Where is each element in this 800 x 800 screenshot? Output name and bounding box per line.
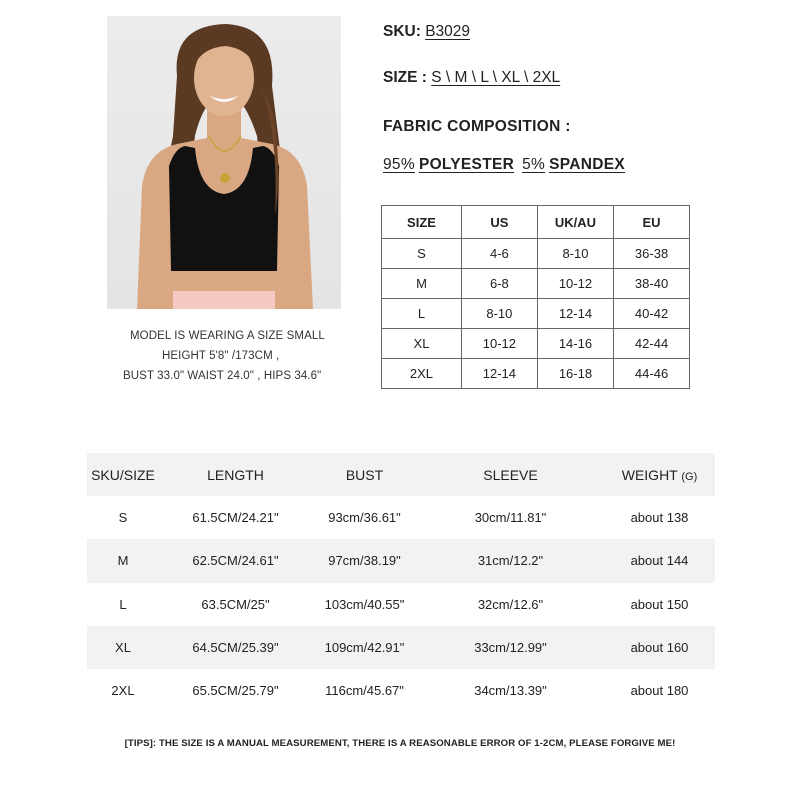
cell-length: 65.5CM/25.79" [192, 683, 279, 699]
tips-note: [TIPS]: THE SIZE IS A MANUAL MEASUREMENT, THERE IS A REASONABLE ERROR OF 1-2CM, PLEASE FORGIVE ME! [124, 738, 676, 749]
sku-label: SKU: [383, 23, 421, 40]
cell-sleeve: 30cm/11.81" [474, 510, 547, 526]
cell-eu: 38-40 [614, 269, 690, 299]
cell-size: M [382, 269, 462, 299]
fabric-percent-1: 95% [383, 156, 415, 173]
cell-bust: 116cm/45.67" [325, 683, 404, 699]
header-sku-size: SKU/SIZE [91, 466, 155, 483]
cell-us: 10-12 [461, 329, 537, 359]
cell-us: 6-8 [461, 269, 537, 299]
cell-ukau: 16-18 [537, 359, 613, 389]
header-sleeve: SLEEVE [483, 466, 538, 483]
cell-weight: about 144 [630, 553, 689, 569]
cell-us: 4-6 [461, 239, 537, 269]
cell-size: M [117, 553, 129, 569]
table-row [382, 359, 690, 389]
table-row [87, 496, 715, 539]
cell-sleeve: 34cm/13.39" [474, 683, 547, 699]
table-row [382, 269, 690, 299]
cell-length: 62.5CM/24.61" [192, 553, 279, 569]
fabric-material-1: POLYESTER [418, 156, 515, 173]
weight-unit: (G) [681, 470, 698, 483]
cell-sleeve: 33cm/12.99" [474, 640, 547, 656]
table-row [382, 329, 690, 359]
weight-label: WEIGHT [621, 466, 678, 483]
cell-size: L [382, 299, 462, 329]
cell-length: 61.5CM/24.21" [192, 510, 279, 526]
cell-size: L [119, 596, 127, 612]
model-caption [96, 326, 362, 386]
cell-weight: about 180 [630, 683, 689, 699]
model-height-line: HEIGHT 5'8" /173CM , [162, 350, 280, 362]
sku-value: B3029 [425, 23, 471, 40]
size-values: S \ M \ L \ XL \ 2XL [431, 69, 561, 86]
cell-weight: about 150 [630, 596, 689, 612]
cell-bust: 109cm/42.91" [324, 640, 405, 656]
header-weight [604, 467, 715, 483]
header-size: SIZE [382, 206, 462, 239]
measurement-table [87, 453, 715, 712]
model-measurements-line: BUST 33.0" WAIST 24.0" , HIPS 34.6" [123, 370, 322, 382]
table-row [382, 239, 690, 269]
cell-weight: about 160 [630, 640, 689, 656]
table-row [87, 539, 715, 582]
fabric-material-2: SPANDEX [549, 156, 625, 173]
size-table-header [382, 206, 690, 239]
cell-bust: 103cm/40.55" [324, 596, 405, 612]
cell-eu: 44-46 [614, 359, 690, 389]
cell-size: S [382, 239, 462, 269]
model-size-line: MODEL IS WEARING A SIZE SMALL [130, 330, 325, 342]
cell-us: 8-10 [461, 299, 537, 329]
cell-bust: 97cm/38.19" [328, 553, 401, 569]
cell-sleeve: 31cm/12.2" [477, 553, 544, 569]
cell-size: XL [115, 640, 131, 656]
size-conversion-table [381, 205, 690, 389]
table-row [382, 299, 690, 329]
header-length: LENGTH [207, 466, 264, 483]
cell-size: 2XL [382, 359, 462, 389]
cell-length: 63.5CM/25" [201, 596, 270, 612]
model-photo [107, 16, 341, 309]
fabric-label: FABRIC COMPOSITION : [383, 118, 571, 135]
sku-line [383, 23, 470, 41]
cell-ukau: 12-14 [537, 299, 613, 329]
cell-eu: 42-44 [614, 329, 690, 359]
fabric-percent-2: 5% [522, 156, 546, 173]
table-row [87, 583, 715, 626]
cell-size: 2XL [111, 683, 135, 699]
header-eu: EU [614, 206, 690, 239]
cell-eu: 40-42 [614, 299, 690, 329]
cell-eu: 36-38 [614, 239, 690, 269]
header-us: US [461, 206, 537, 239]
cell-size: XL [382, 329, 462, 359]
cell-ukau: 8-10 [537, 239, 613, 269]
model-illustration [107, 16, 341, 309]
size-label: SIZE : [383, 69, 427, 86]
cell-us: 12-14 [461, 359, 537, 389]
fabric-composition [383, 156, 625, 174]
cell-size: S [118, 510, 128, 526]
header-ukau: UK/AU [537, 206, 613, 239]
table-row [87, 626, 715, 669]
header-bust: BUST [345, 466, 384, 483]
cell-length: 64.5CM/25.39" [192, 640, 279, 656]
cell-weight: about 138 [630, 510, 689, 526]
cell-bust: 93cm/36.61" [328, 510, 401, 526]
cell-sleeve: 32cm/12.6" [477, 596, 544, 612]
table-row [87, 669, 715, 712]
size-line [383, 69, 560, 87]
cell-ukau: 10-12 [537, 269, 613, 299]
cell-ukau: 14-16 [537, 329, 613, 359]
measurement-header [87, 453, 715, 496]
